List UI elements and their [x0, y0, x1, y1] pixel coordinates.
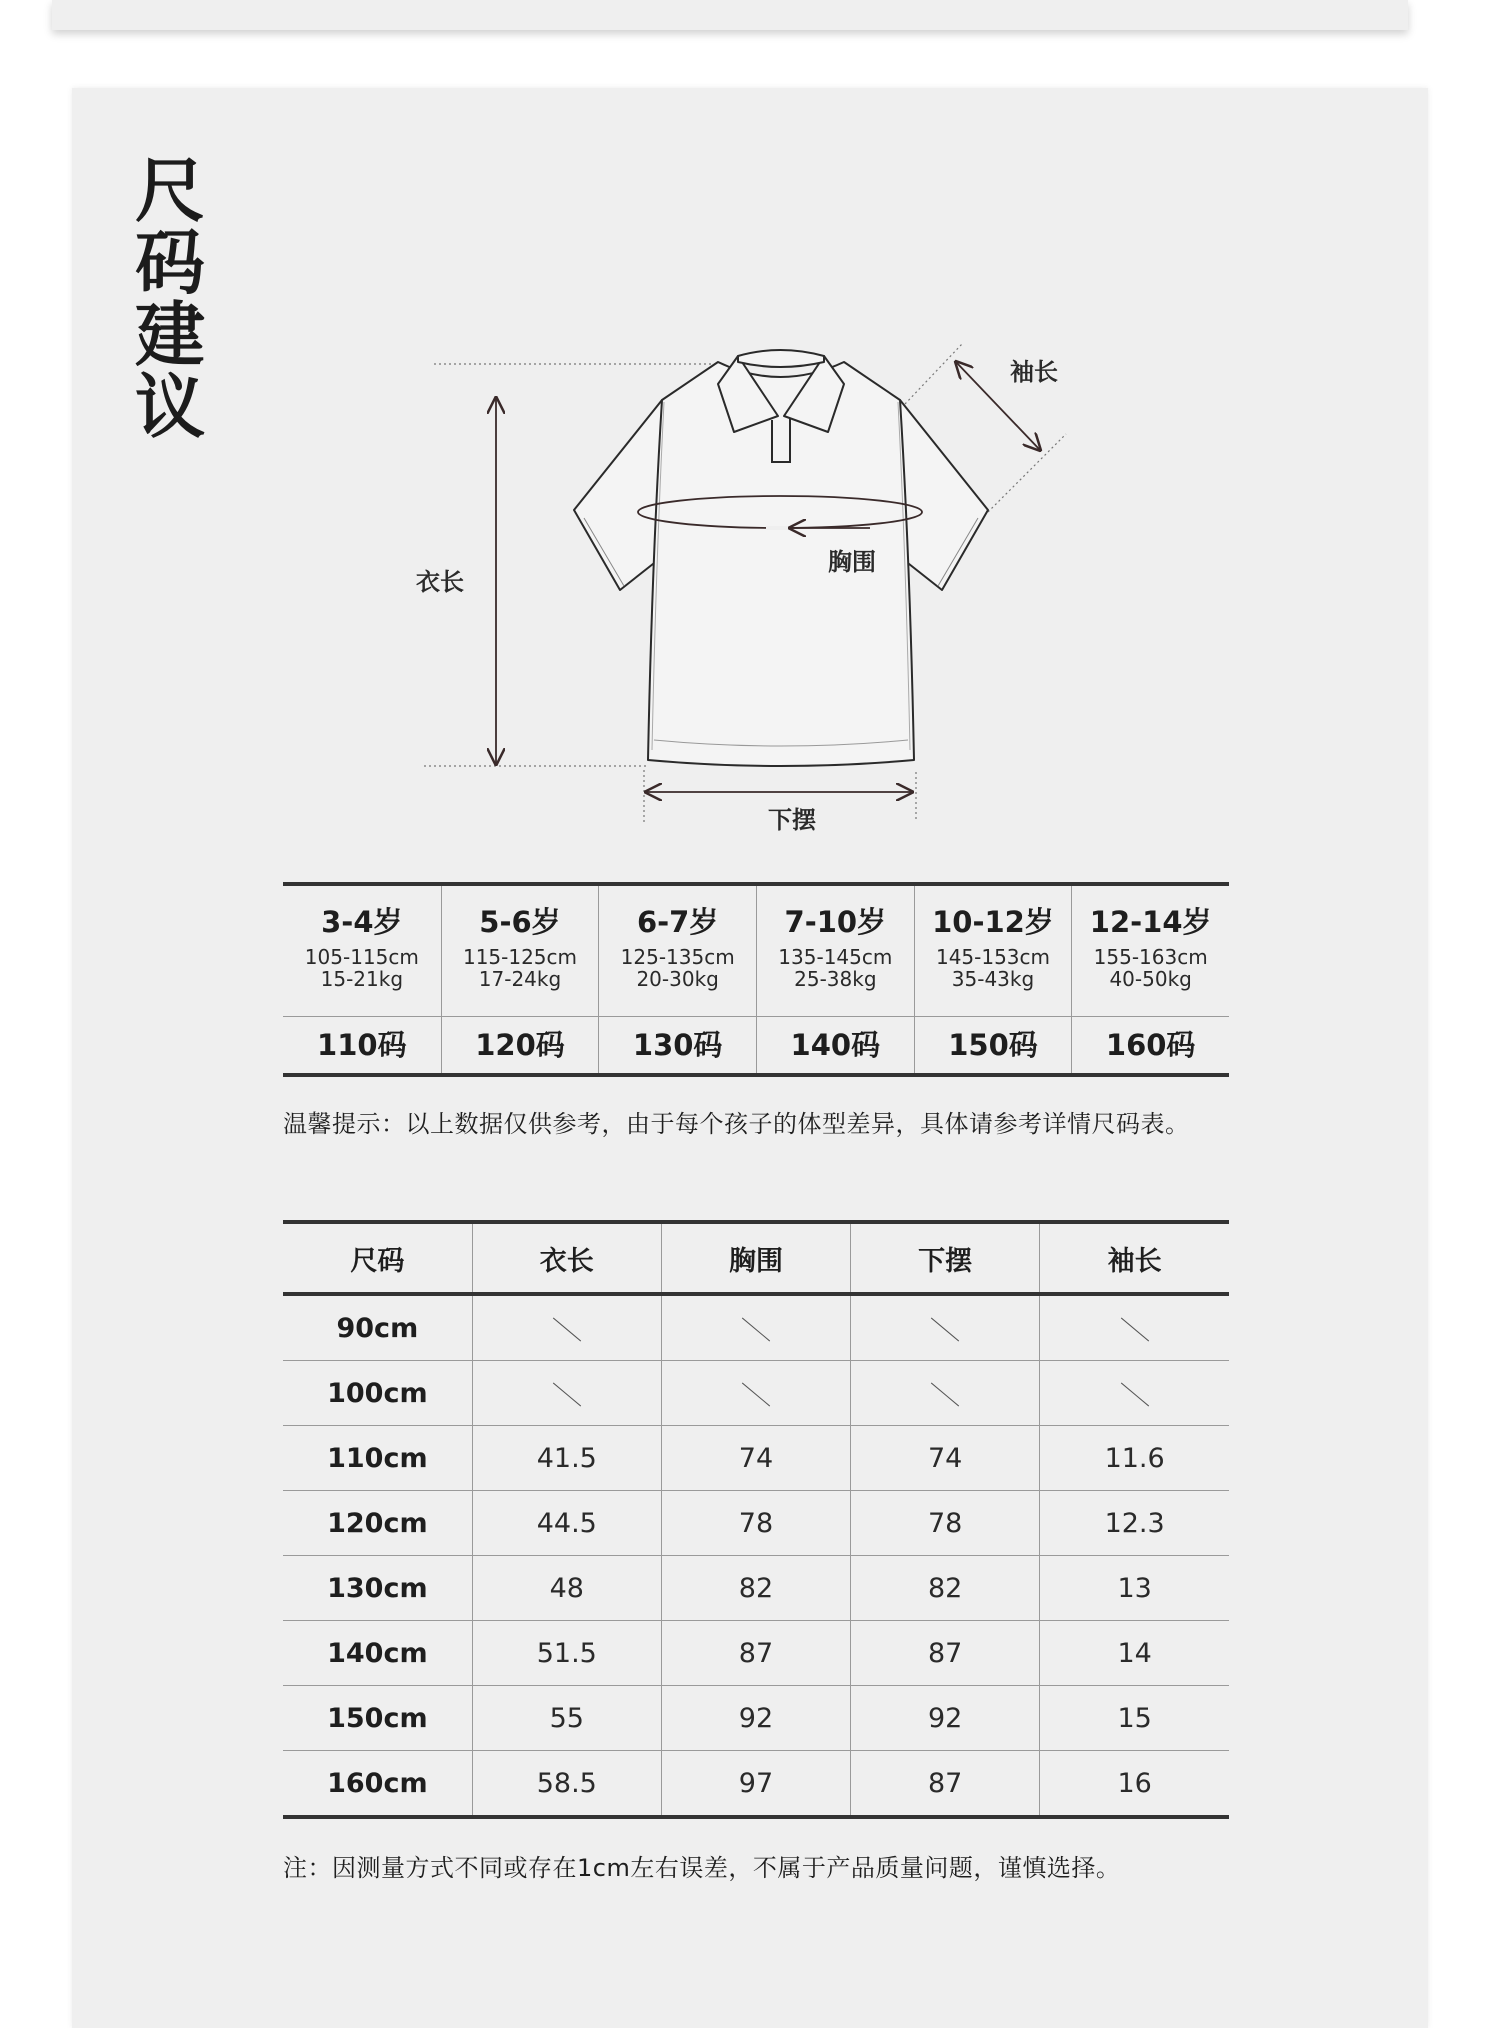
size-cell: 130cm: [283, 1556, 472, 1621]
table-row: [283, 1426, 1229, 1491]
age-range: 3-4岁: [321, 905, 403, 939]
table-row: [283, 1294, 1229, 1361]
chest-cell: 74: [661, 1426, 850, 1491]
age-cell: [283, 886, 441, 1017]
column-header: 尺码: [283, 1222, 472, 1294]
height-range: 155-163cm: [1093, 945, 1208, 969]
title-char: 尺: [135, 150, 205, 232]
size-cell: 150cm: [283, 1686, 472, 1751]
slash-mark: [1121, 1382, 1149, 1406]
age-range: 7-10岁: [784, 905, 887, 939]
chest-cell: 92: [661, 1686, 850, 1751]
empty-cell: [661, 1294, 850, 1361]
height-range: 135-145cm: [778, 945, 893, 969]
sleeve-length-label: 袖长: [1010, 358, 1058, 386]
chest-cell: 87: [661, 1621, 850, 1686]
slash-mark: [931, 1382, 959, 1406]
column-header: 胸围: [661, 1222, 850, 1294]
title-char: 议: [135, 366, 205, 448]
height-range: 125-135cm: [620, 945, 735, 969]
column-header: 下摆: [851, 1222, 1040, 1294]
age-range: 6-7岁: [636, 905, 719, 939]
table-row: [283, 1621, 1229, 1686]
hem-cell: 78: [851, 1491, 1040, 1556]
polo-shirt-diagram: [0, 0, 1500, 880]
age-range: 12-14岁: [1089, 905, 1212, 939]
age-cell: [598, 886, 756, 1017]
hem-cell: 82: [851, 1556, 1040, 1621]
age-cell: [1071, 886, 1229, 1017]
length-cell: 55: [472, 1686, 661, 1751]
size-code: 110码: [317, 1028, 407, 1062]
empty-cell: [661, 1361, 850, 1426]
sleeve-cell: 12.3: [1040, 1491, 1229, 1556]
empty-cell: [472, 1361, 661, 1426]
weight-range: 25-38kg: [794, 967, 877, 991]
size-code: 150码: [914, 1017, 1072, 1073]
column-header: 衣长: [472, 1222, 661, 1294]
length-cell: 58.5: [472, 1751, 661, 1818]
size-cell: 100cm: [283, 1361, 472, 1426]
table-row: [283, 1491, 1229, 1556]
age-size-table: [283, 882, 1229, 1077]
height-range: 105-115cm: [304, 945, 419, 969]
size-cell: 90cm: [283, 1294, 472, 1361]
size-code: 160码: [1071, 1017, 1229, 1073]
table-header-row: [283, 1222, 1229, 1294]
height-range: 145-153cm: [935, 945, 1051, 969]
size-cell: 110cm: [283, 1426, 472, 1491]
table-row: [283, 1751, 1229, 1818]
size-cell: 140cm: [283, 1621, 472, 1686]
hem-cell: 74: [851, 1426, 1040, 1491]
hem-label: 下摆: [768, 806, 816, 834]
hem-cell: 87: [851, 1621, 1040, 1686]
chest-label: 胸围: [828, 548, 876, 576]
table-row: [283, 1556, 1229, 1621]
age-cell: [441, 886, 599, 1017]
empty-cell: [1040, 1294, 1229, 1361]
tip-text: 温馨提示：以上数据仅供参考，由于每个孩子的体型差异，具体请参考详情尺码表。: [283, 1110, 1190, 1138]
size-cell: 160cm: [327, 1767, 428, 1799]
sleeve-cell: 16: [1040, 1751, 1229, 1818]
length-cell: 48: [472, 1556, 661, 1621]
slash-mark: [553, 1382, 581, 1406]
hem-cell: 92: [851, 1686, 1040, 1751]
age-cell: [914, 886, 1072, 1017]
empty-cell: [472, 1294, 661, 1361]
size-chart-table: [283, 1220, 1229, 1819]
slash-mark: [1121, 1317, 1149, 1341]
empty-cell: [1040, 1361, 1229, 1426]
table-row: [283, 1361, 1229, 1426]
length-cell: 41.5: [472, 1426, 661, 1491]
chest-cell: 78: [661, 1491, 850, 1556]
slash-mark: [553, 1317, 581, 1341]
footnote-text: 注：因测量方式不同或存在1cm左右误差，不属于产品质量问题，谨慎选择。: [283, 1854, 1121, 1882]
sleeve-cell: 14: [1040, 1621, 1229, 1686]
age-range: 10-12岁: [932, 905, 1054, 939]
chest-cell: 97: [661, 1751, 850, 1818]
height-range: 115-125cm: [462, 945, 578, 969]
weight-range: 20-30kg: [636, 967, 719, 991]
size-code: 120码: [441, 1017, 599, 1073]
size-cell: 120cm: [283, 1491, 472, 1556]
measurement-diagram: [0, 0, 1500, 880]
weight-range: 15-21kg: [320, 967, 404, 991]
body-length-label: 衣长: [416, 568, 464, 596]
age-range: 5-6岁: [479, 905, 561, 939]
age-cell: [756, 886, 914, 1017]
chest-cell: 82: [661, 1556, 850, 1621]
length-cell: 51.5: [472, 1621, 661, 1686]
size-code: 130码: [598, 1017, 756, 1073]
empty-cell: [851, 1294, 1040, 1361]
table-row: [283, 1686, 1229, 1751]
slash-mark: [931, 1317, 959, 1341]
column-header: 袖长: [1040, 1222, 1229, 1294]
weight-range: 40-50kg: [1109, 967, 1192, 991]
sleeve-cell: 15: [1040, 1686, 1229, 1751]
length-cell: 44.5: [472, 1491, 661, 1556]
sleeve-cell: 11.6: [1040, 1426, 1229, 1491]
weight-range: 35-43kg: [951, 967, 1035, 991]
sleeve-cell: 13: [1040, 1556, 1229, 1621]
slash-mark: [742, 1382, 770, 1406]
size-code: 140码: [756, 1017, 914, 1073]
hem-cell: 87: [851, 1751, 1040, 1818]
empty-cell: [851, 1361, 1040, 1426]
shirt-outline: [574, 350, 988, 766]
title-char: 建: [135, 294, 205, 376]
slash-mark: [742, 1317, 770, 1341]
weight-range: 17-24kg: [478, 967, 562, 991]
title-char: 码: [135, 222, 205, 304]
